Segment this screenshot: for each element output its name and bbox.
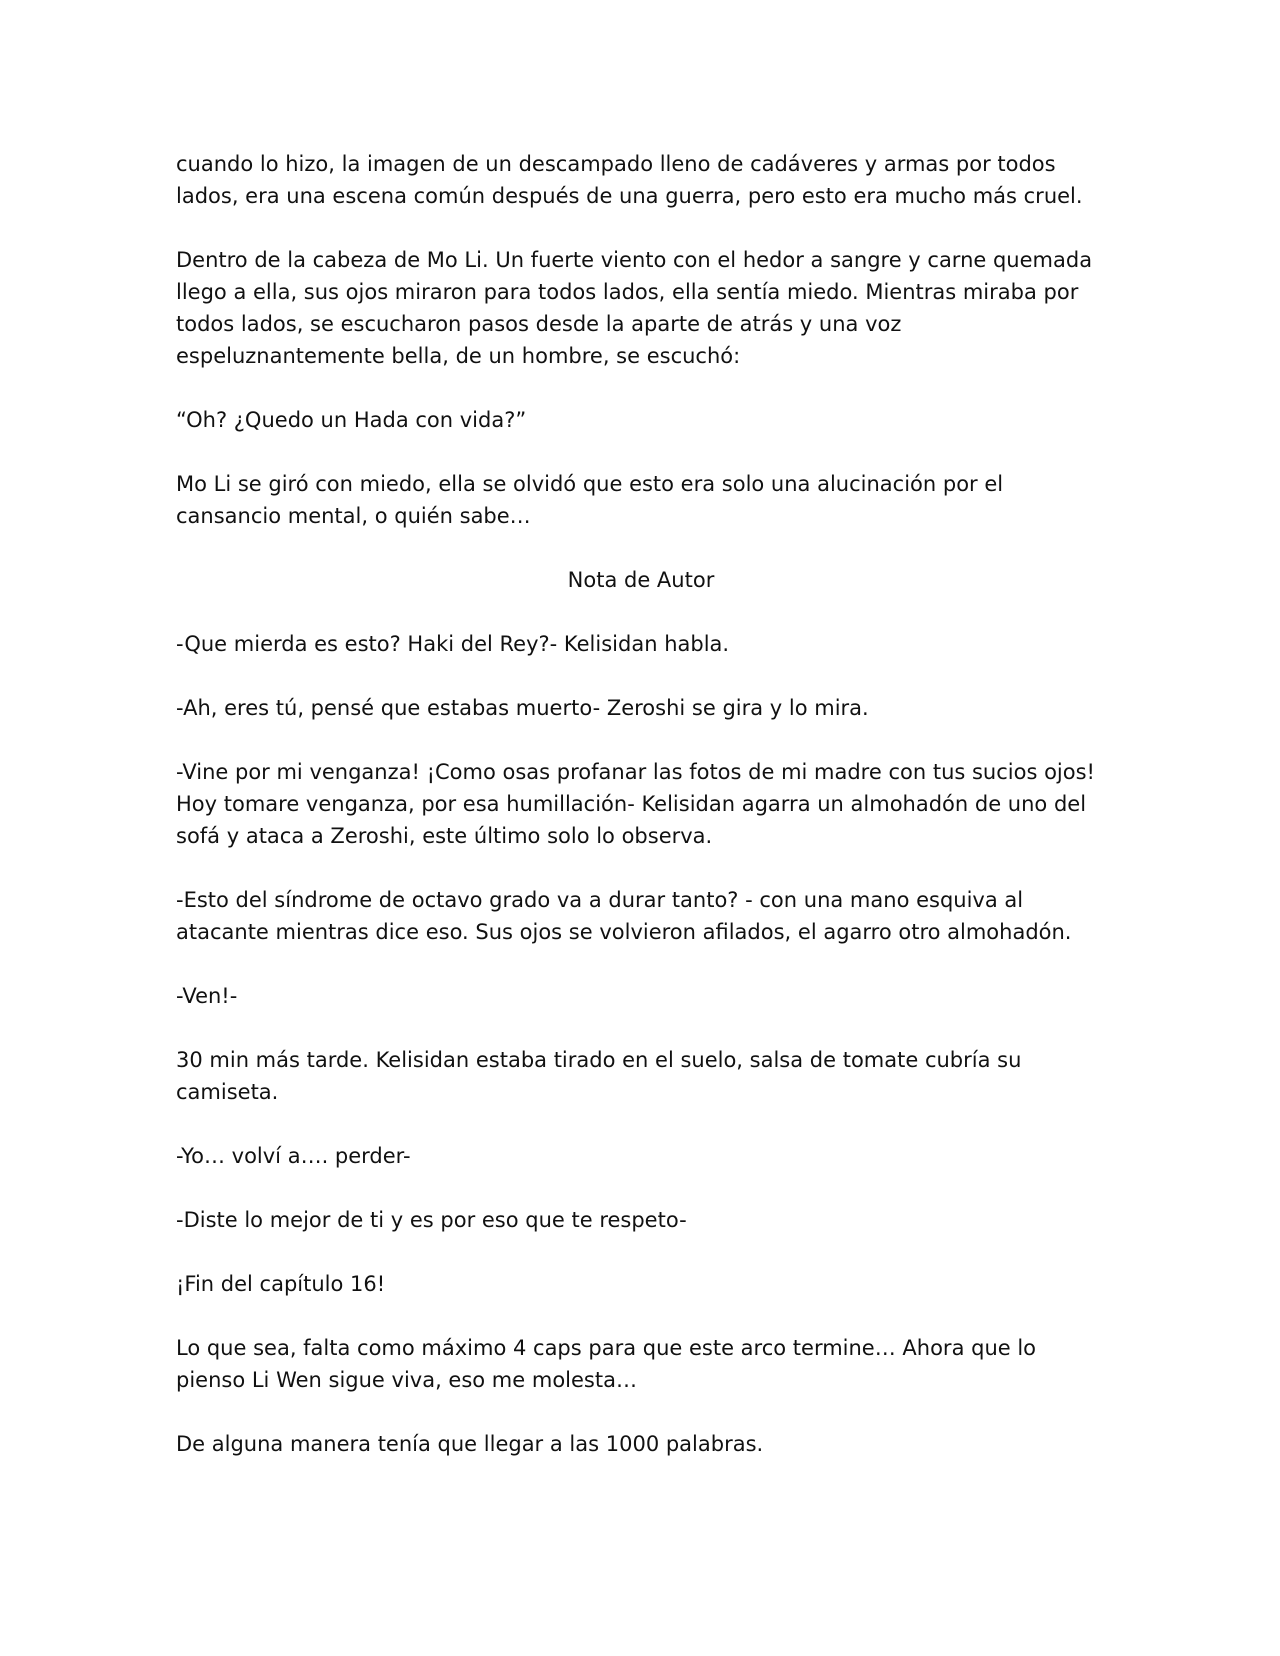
note-paragraph-7: -Yo… volví a…. perder- bbox=[176, 1144, 411, 1168]
paragraph-4: Mo Li se giró con miedo, ella se olvidó que esto era solo una alucinación por el cansancio mental, o quién sabe… bbox=[176, 472, 1004, 528]
note-paragraph-2: -Ah, eres tú, pensé que estabas muerto- Zeroshi se gira y lo mira. bbox=[176, 696, 869, 720]
document-body bbox=[176, 148, 1106, 1492]
note-paragraph-3: -Vine por mi venganza! ¡Como osas profanar las fotos de mi madre con tus sucios ojos! Hoy tomare venganza, por esa humillación- Kelisidan agarra un almohadón de uno del sofá y ataca a Zeroshi, este último solo lo observa. bbox=[176, 760, 1095, 848]
note-paragraph-10: Lo que sea, falta como máximo 4 caps para que este arco termine… Ahora que lo pienso Li Wen sigue viva, eso me molesta… bbox=[176, 1336, 1037, 1392]
paragraph-2: Dentro de la cabeza de Mo Li. Un fuerte viento con el hedor a sangre y carne quemada llego a ella, sus ojos miraron para todos lados, ella sentía miedo. Mientras miraba por todos lados, se escucharon pasos desde la aparte de atrás y una voz espeluznantemente bella, de un hombre, se escuchó: bbox=[176, 248, 1093, 368]
note-paragraph-6: 30 min más tarde. Kelisidan estaba tirado en el suelo, salsa de tomate cubría su camiseta. bbox=[176, 1048, 1022, 1104]
note-paragraph-9: ¡Fin del capítulo 16! bbox=[176, 1272, 386, 1296]
paragraph-1: cuando lo hizo, la imagen de un descampado lleno de cadáveres y armas por todos lados, era una escena común después de una guerra, pero esto era mucho más cruel. bbox=[176, 152, 1083, 208]
author-note-heading: Nota de Autor bbox=[567, 568, 715, 592]
note-paragraph-1: -Que mierda es esto? Haki del Rey?- Kelisidan habla. bbox=[176, 632, 730, 656]
paragraph-3: “Oh? ¿Quedo un Hada con vida?” bbox=[176, 408, 527, 432]
note-paragraph-11: De alguna manera tenía que llegar a las 1000 palabras. bbox=[176, 1432, 764, 1456]
note-paragraph-5: -Ven!- bbox=[176, 984, 238, 1008]
note-paragraph-8: -Diste lo mejor de ti y es por eso que te respeto- bbox=[176, 1208, 687, 1232]
note-paragraph-4: -Esto del síndrome de octavo grado va a durar tanto? - con una mano esquiva al atacante mientras dice eso. Sus ojos se volvieron afilados, el agarro otro almohadón. bbox=[176, 888, 1072, 944]
